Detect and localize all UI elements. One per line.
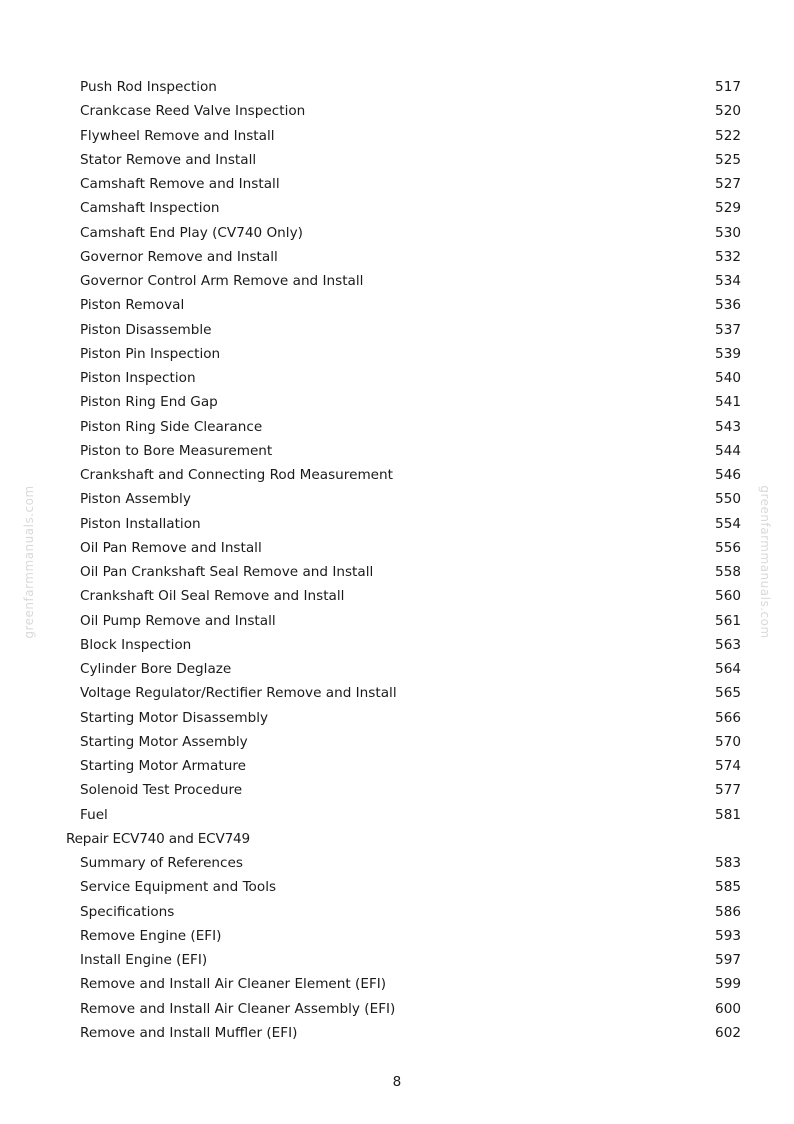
toc-entry-page: 534	[715, 273, 741, 289]
toc-entry-title: Oil Pan Crankshaft Seal Remove and Install	[80, 564, 374, 580]
toc-entry-page: 525	[715, 151, 741, 168]
toc-entry[interactable]	[0, 390, 794, 414]
toc-entry-page: 577	[715, 782, 741, 799]
toc-entry-page: 574	[715, 758, 741, 774]
toc-entry-title: Piston Pin Inspection	[80, 345, 221, 362]
toc-entry-title: Piston Installation	[80, 515, 201, 532]
toc-entry-title: Piston Ring End Gap	[80, 394, 218, 411]
toc-entry[interactable]	[0, 536, 794, 560]
toc-entry-title: Push Rod Inspection	[80, 79, 217, 95]
toc-entry-title: Starting Motor Armature	[80, 758, 246, 774]
toc-entry[interactable]	[0, 609, 794, 633]
toc-section-title: Repair ECV740 and ECV749	[66, 830, 250, 847]
toc-entry-page: 556	[715, 539, 741, 556]
toc-entry[interactable]	[0, 366, 794, 390]
toc-entry[interactable]	[0, 584, 794, 608]
toc-entry[interactable]	[0, 972, 794, 996]
toc-entry[interactable]	[0, 172, 794, 196]
toc-entry[interactable]	[0, 681, 794, 705]
toc-entry-page: 529	[715, 200, 741, 217]
toc-entry-title: Starting Motor Disassembly	[80, 709, 269, 726]
toc-entry-page: 539	[715, 345, 741, 362]
toc-entry-title: Stator Remove and Install	[80, 151, 257, 168]
toc-entry-page: 570	[715, 733, 741, 750]
toc-entry-title: Install Engine (EFI)	[80, 952, 208, 968]
toc-entry[interactable]	[0, 900, 794, 924]
toc-section-heading[interactable]	[0, 827, 794, 851]
toc-entry-title: Piston Disassemble	[80, 321, 212, 338]
toc-entry-title: Crankcase Reed Valve Inspection	[80, 103, 306, 120]
toc-entry-title: Flywheel Remove and Install	[80, 127, 275, 144]
toc-entry-page: 536	[715, 297, 741, 314]
toc-entry-title: Piston Removal	[80, 297, 185, 314]
toc-entry-title: Governor Remove and Install	[80, 248, 278, 265]
toc-entry-page: 593	[715, 927, 741, 944]
toc-entry[interactable]	[0, 439, 794, 463]
toc-entry[interactable]	[0, 196, 794, 220]
toc-entry-page: 602	[715, 1024, 741, 1041]
toc-entry-page: 522	[715, 127, 741, 144]
toc-entry-title: Crankshaft Oil Seal Remove and Install	[80, 588, 345, 605]
toc-entry[interactable]	[0, 269, 794, 293]
toc-entry-page: 564	[715, 661, 741, 677]
toc-entry-page: 546	[715, 467, 741, 483]
toc-entry-title: Piston Inspection	[80, 370, 196, 386]
toc-entry-page: 520	[715, 103, 741, 120]
toc-entry-page: 600	[715, 1000, 741, 1017]
toc-entry[interactable]	[0, 221, 794, 245]
toc-entry[interactable]	[0, 148, 794, 172]
toc-entry-page: 537	[715, 321, 741, 338]
toc-entry[interactable]	[0, 245, 794, 269]
toc-entry-title: Piston Ring Side Clearance	[80, 418, 263, 435]
toc-entry[interactable]	[0, 75, 794, 99]
toc-entry[interactable]	[0, 487, 794, 511]
toc-entry-page: 554	[715, 515, 741, 532]
toc-entry[interactable]	[0, 875, 794, 899]
toc-entry-page: 544	[715, 442, 741, 459]
toc-entry-page: 561	[715, 612, 741, 629]
toc-entry[interactable]	[0, 99, 794, 123]
toc-entry[interactable]	[0, 1021, 794, 1045]
toc-entry-title: Remove Engine (EFI)	[80, 927, 222, 944]
toc-entry[interactable]	[0, 924, 794, 948]
toc-entry[interactable]	[0, 948, 794, 972]
toc-entry-page: 585	[715, 879, 741, 896]
toc-entry-title: Solenoid Test Procedure	[80, 782, 243, 799]
toc-entry-page: 532	[715, 248, 741, 265]
toc-entry-title: Summary of References	[80, 855, 243, 871]
toc-entry-page: 599	[715, 976, 741, 993]
toc-entry-page: 586	[715, 903, 741, 920]
toc-entry-page: 530	[715, 224, 741, 241]
toc-entry[interactable]	[0, 851, 794, 875]
toc-entry-title: Specifications	[80, 903, 175, 920]
toc-entry-title: Camshaft Inspection	[80, 200, 220, 217]
toc-entry-title: Voltage Regulator/Rectifier Remove and Install	[80, 685, 397, 702]
toc-entry-title: Block Inspection	[80, 636, 192, 653]
watermark-left: greenfarmmanuals.com	[22, 485, 36, 639]
toc-entry-page: 597	[715, 952, 741, 968]
toc-entry-page: 583	[715, 855, 741, 871]
toc-entry-title: Governor Control Arm Remove and Install	[80, 273, 364, 289]
watermark-right: greenfarmmanuals.com	[758, 485, 772, 639]
toc-entry[interactable]	[0, 463, 794, 487]
toc-entry[interactable]	[0, 415, 794, 439]
toc-entry-title: Remove and Install Air Cleaner Assembly (EFI)	[80, 1000, 396, 1017]
toc-entry-title: Camshaft End Play (CV740 Only)	[80, 224, 303, 241]
toc-entry-title: Piston to Bore Measurement	[80, 442, 273, 459]
toc-entry-title: Remove and Install Air Cleaner Element (EFI)	[80, 976, 387, 993]
toc-entry[interactable]	[0, 633, 794, 657]
toc-entry-title: Oil Pan Remove and Install	[80, 539, 262, 556]
toc-entry[interactable]	[0, 997, 794, 1021]
toc-entry-page: 540	[715, 370, 741, 386]
toc-entry[interactable]	[0, 512, 794, 536]
toc-entry[interactable]	[0, 124, 794, 148]
table-of-contents	[0, 75, 794, 1045]
toc-entry-page: 563	[715, 636, 741, 653]
toc-entry-title: Camshaft Remove and Install	[80, 176, 280, 192]
toc-entry[interactable]	[0, 657, 794, 681]
toc-entry-page: 566	[715, 709, 741, 726]
toc-entry-page: 541	[715, 394, 741, 411]
toc-entry-title: Starting Motor Assembly	[80, 733, 248, 750]
toc-entry[interactable]	[0, 318, 794, 342]
toc-entry[interactable]	[0, 754, 794, 778]
toc-entry-title: Service Equipment and Tools	[80, 879, 277, 896]
toc-entry-page: 565	[715, 685, 741, 702]
toc-entry-page: 517	[715, 79, 741, 95]
toc-entry-page: 581	[715, 806, 741, 823]
toc-entry-page: 527	[715, 176, 741, 192]
toc-entry-title: Piston Assembly	[80, 491, 191, 508]
toc-entry[interactable]	[0, 803, 794, 827]
toc-entry-title: Fuel	[80, 806, 108, 823]
toc-entry[interactable]	[0, 706, 794, 730]
page-number: 8	[392, 1074, 402, 1090]
toc-entry-title: Cylinder Bore Deglaze	[80, 661, 232, 677]
toc-entry-title: Crankshaft and Connecting Rod Measurement	[80, 467, 393, 483]
toc-entry[interactable]	[0, 778, 794, 802]
toc-entry-title: Remove and Install Muffler (EFI)	[80, 1024, 298, 1041]
toc-entry-page: 550	[715, 491, 741, 508]
toc-entry-page: 560	[715, 588, 741, 605]
toc-entry-page: 558	[715, 564, 741, 580]
toc-entry-page: 543	[715, 418, 741, 435]
toc-entry[interactable]	[0, 560, 794, 584]
toc-entry[interactable]	[0, 730, 794, 754]
toc-entry[interactable]	[0, 342, 794, 366]
toc-entry[interactable]	[0, 293, 794, 317]
toc-entry-title: Oil Pump Remove and Install	[80, 612, 276, 629]
